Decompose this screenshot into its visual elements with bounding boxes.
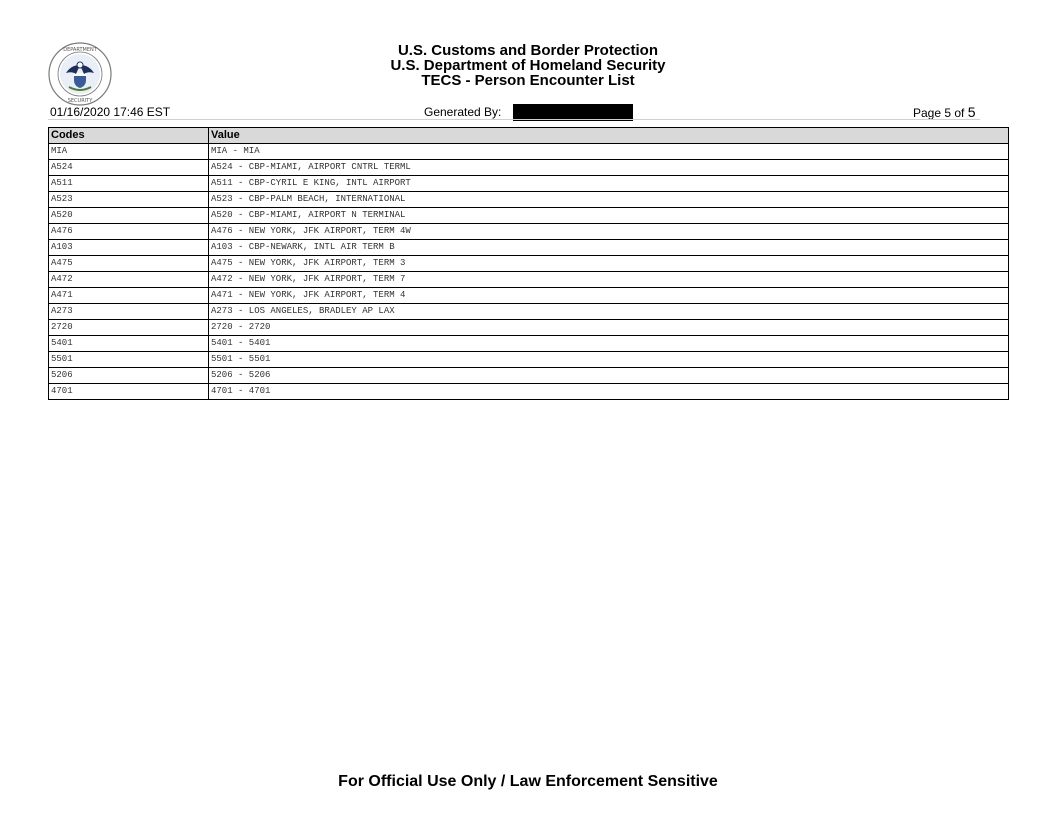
page-total: 5	[967, 104, 976, 120]
table-row	[49, 368, 1009, 384]
value-cell: MIA - MIA	[209, 144, 1009, 160]
page-label: Page 5 of	[913, 106, 965, 120]
code-cell: A103	[49, 240, 209, 256]
table-row	[49, 304, 1009, 320]
table-row	[49, 256, 1009, 272]
table-row	[49, 144, 1009, 160]
code-cell: 5401	[49, 336, 209, 352]
value-cell: A511 - CBP-CYRIL E KING, INTL AIRPORT	[209, 176, 1009, 192]
table-row	[49, 288, 1009, 304]
value-cell: A471 - NEW YORK, JFK AIRPORT, TERM 4	[209, 288, 1009, 304]
table-header-row	[49, 128, 1009, 144]
value-cell: A523 - CBP-PALM BEACH, INTERNATIONAL	[209, 192, 1009, 208]
value-cell: A520 - CBP-MIAMI, AIRPORT N TERMINAL	[209, 208, 1009, 224]
value-cell: A273 - LOS ANGELES, BRADLEY AP LAX	[209, 304, 1009, 320]
code-cell: A476	[49, 224, 209, 240]
table-row	[49, 160, 1009, 176]
table-row	[49, 240, 1009, 256]
report-title: TECS - Person Encounter List	[421, 72, 635, 89]
agency-title: U.S. Customs and Border Protection	[397, 42, 659, 59]
page-number	[913, 104, 976, 120]
table-row	[49, 176, 1009, 192]
code-cell: MIA	[49, 144, 209, 160]
document-header	[0, 43, 1056, 88]
value-cell: 5501 - 5501	[209, 352, 1009, 368]
code-cell: A511	[49, 176, 209, 192]
classification-footer: For Official Use Only / Law Enforcement Sensitive	[338, 773, 718, 790]
code-cell: A524	[49, 160, 209, 176]
table-row	[49, 192, 1009, 208]
table-row	[49, 320, 1009, 336]
report-datetime: 01/16/2020 17:46 EST	[50, 105, 171, 119]
code-cell: 4701	[49, 384, 209, 400]
value-cell: 5401 - 5401	[209, 336, 1009, 352]
table-row	[49, 352, 1009, 368]
column-header-codes: Codes	[49, 128, 209, 144]
meta-row	[48, 104, 1008, 120]
header-rule	[48, 119, 980, 120]
code-cell: A475	[49, 256, 209, 272]
code-cell: A472	[49, 272, 209, 288]
codes-table	[48, 127, 1009, 400]
svg-text:DEPARTMENT: DEPARTMENT	[63, 47, 97, 53]
value-cell: A475 - NEW YORK, JFK AIRPORT, TERM 3	[209, 256, 1009, 272]
value-cell: 5206 - 5206	[209, 368, 1009, 384]
value-cell: A472 - NEW YORK, JFK AIRPORT, TERM 7	[209, 272, 1009, 288]
code-cell: 5501	[49, 352, 209, 368]
column-header-value: Value	[209, 128, 1009, 144]
department-title: U.S. Department of Homeland Security	[390, 57, 666, 74]
value-cell: A103 - CBP-NEWARK, INTL AIR TERM B	[209, 240, 1009, 256]
table-row	[49, 384, 1009, 400]
code-cell: A523	[49, 192, 209, 208]
svg-text:SECURITY: SECURITY	[67, 98, 93, 104]
value-cell: 2720 - 2720	[209, 320, 1009, 336]
value-cell: A524 - CBP-MIAMI, AIRPORT CNTRL TERML	[209, 160, 1009, 176]
code-cell: A273	[49, 304, 209, 320]
table-row	[49, 208, 1009, 224]
value-cell: A476 - NEW YORK, JFK AIRPORT, TERM 4W	[209, 224, 1009, 240]
generated-by-label: Generated By:	[424, 105, 502, 119]
code-cell: A471	[49, 288, 209, 304]
table-row	[49, 272, 1009, 288]
table-row	[49, 336, 1009, 352]
table-row	[49, 224, 1009, 240]
code-cell: 2720	[49, 320, 209, 336]
value-cell: 4701 - 4701	[209, 384, 1009, 400]
code-cell: 5206	[49, 368, 209, 384]
code-cell: A520	[49, 208, 209, 224]
